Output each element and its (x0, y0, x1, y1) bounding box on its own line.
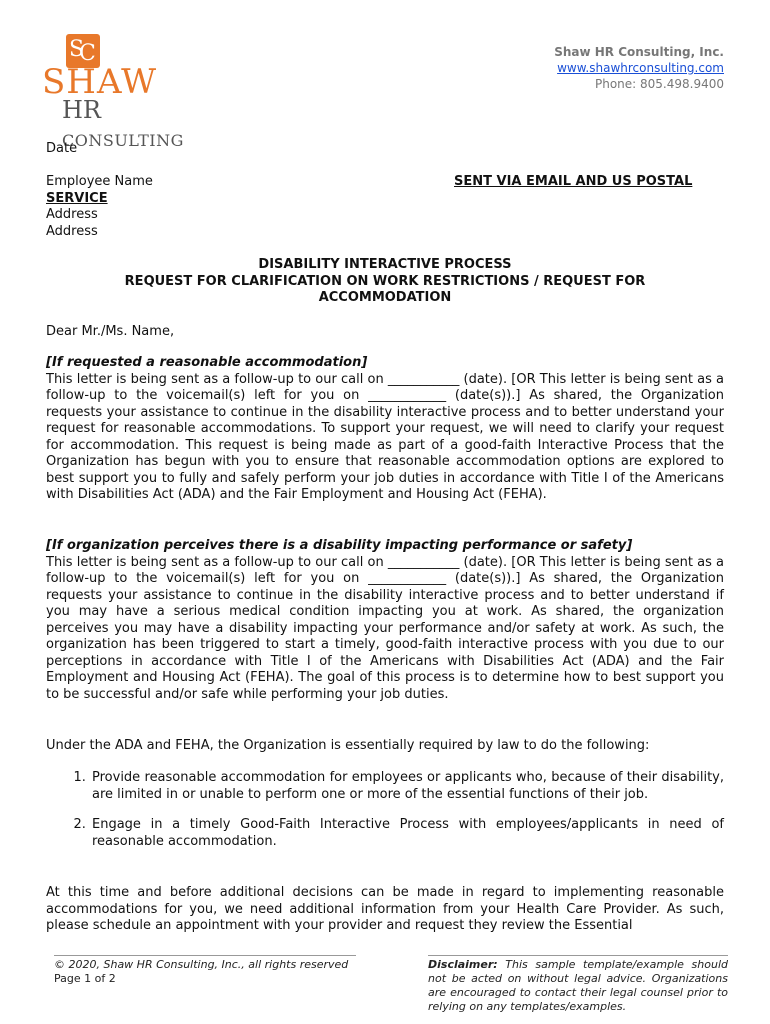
disclaimer-label: Disclaimer: (428, 958, 498, 971)
company-phone: Phone: 805.498.9400 (594, 77, 724, 91)
sent-via-label: SENT VIA EMAIL AND US POSTAL (454, 174, 693, 189)
list-item: 2. Engage in a timely Good-Faith Interactive Process with employees/applicants in need of reasonable accommodation. (90, 817, 724, 850)
section-1-body: This letter is being sent as a follow-up to our call on ___________ (date). [OR This letter is being sent as a follow-up to the voicemail(s) left for you on ____________ (date(s)).] As shared, the Organization requests your assistance to continue in the disability interactive process and to better understand your request for reasonable accommodations. To support your request, we will need to clarify your request for accommodation. This request is being made as part of a good-faith Interactive Process that the Organization has begun with you to ensure that reasonable accommodation options are explored to best support you to fully and safely perform your job duties in accordance with Title I of the Americans with Disabilities Act (ADA) and the Fair Employment and Housing Act (FEHA). (46, 371, 724, 502)
footer-disclaimer (428, 955, 728, 1014)
section-1-heading: [If requested a reasonable accommodation] (46, 355, 368, 370)
footer-copyright-block (54, 955, 356, 986)
section-2-body: This letter is being sent as a follow-up to our call on ___________ (date). [OR This letter is being sent as a follow-up to the voicemail(s) left for you on ____________ (date(s)).] As shared, the Organization requests your assistance to continue in the disability interactive process and to better understand if you may have a serious medical condition impacting you at work. As shared, the organization perceives you may have a disability impacting your performance and/or safety at work. As such, the organization has been triggered to start a timely, good-faith interactive process with you due to our perceptions in accordance with Title I of the Americans with Disabilities Act (ADA) and the Fair Employment and Housing Act (FEHA). The goal of this process is to determine how to best support you to be successful and/or safe while performing your job duties. (46, 554, 724, 702)
monogram-icon: S C (66, 34, 100, 68)
logo-hr: HR (62, 96, 101, 124)
section-2 (46, 538, 724, 703)
section-1 (46, 355, 724, 504)
copyright-text: © 2020, Shaw HR Consulting, Inc., all rights reserved (54, 958, 349, 971)
page-number: Page 1 of 2 (54, 972, 116, 985)
section-2-heading: [If organization perceives there is a disability impacting performance or safety] (46, 538, 633, 553)
company-info (554, 44, 724, 92)
disclaimer-text: This sample template/example should not be acted on without legal advice. Organizations are encouraged to contact their legal counsel prior to relying on any templates/examples. (428, 958, 728, 1013)
title-line-1: DISABILITY INTERACTIVE PROCESS (258, 257, 512, 272)
letter-title (100, 257, 670, 307)
address-line-2: Address (46, 223, 98, 239)
requirements-list (46, 770, 724, 864)
employee-name: Employee Name (46, 174, 153, 189)
service-label: SERVICE (46, 190, 108, 206)
list-item: 1. Provide reasonable accommodation for employees or applicants who, because of their disability, are limited in or unable to perform one or more of the essential functions of their job. (90, 770, 724, 803)
salutation: Dear Mr./Ms. Name, (46, 324, 175, 339)
title-line-2: REQUEST FOR CLARIFICATION ON WORK RESTRICTIONS / REQUEST FOR ACCOMMODATION (124, 273, 646, 305)
address-line-1: Address (46, 207, 98, 222)
company-name: Shaw HR Consulting, Inc. (554, 45, 724, 59)
law-intro: Under the ADA and FEHA, the Organization is essentially required by law to do the following: (46, 738, 650, 753)
company-website-link[interactable]: www.shawhrconsulting.com (557, 61, 724, 75)
closing-paragraph: At this time and before additional decisions can be made in regard to implementing reasonable accommodations for you, we need additional information from your Health Care Provider. As such, please schedule an appointment with your provider and request they review the Essential (46, 885, 724, 933)
letter-date: Date (46, 141, 78, 156)
logo-brand-line1: SHAW (42, 62, 158, 102)
logo-consulting: CONSULTING (62, 131, 184, 150)
